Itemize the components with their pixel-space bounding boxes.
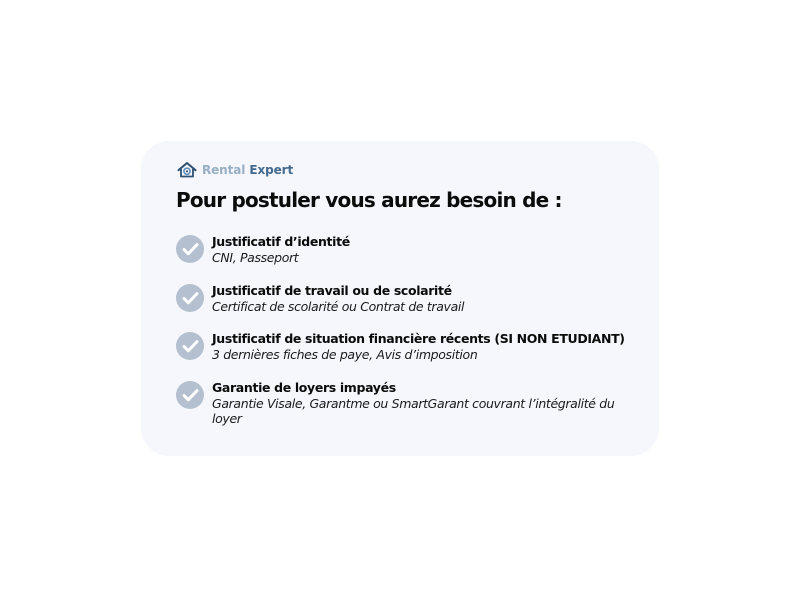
list-item-label: Justificatif de travail ou de scolarité	[212, 283, 452, 298]
brand-name-dark: Expert	[249, 163, 294, 177]
brand-name-light: Rental	[202, 163, 246, 177]
requirements-card	[141, 141, 659, 456]
check-circle-icon	[176, 235, 204, 263]
page-title: Pour postuler vous aurez besoin de :	[176, 188, 562, 212]
list-item-label: Justificatif de situation financière récents (SI NON ETUDIANT)	[212, 331, 625, 346]
list-item-text	[212, 283, 642, 314]
check-circle-icon	[176, 381, 204, 409]
list-item-description: CNI, Passeport	[212, 250, 299, 265]
list-item-description: Certificat de scolarité ou Contrat de travail	[212, 299, 465, 314]
list-item-label: Garantie de loyers impayés	[212, 380, 396, 395]
brand-header	[176, 160, 293, 180]
brand-name	[202, 163, 293, 177]
list-item-text	[212, 380, 642, 426]
list-item-description: Garantie Visale, Garantme ou SmartGarant couvrant l’intégralité du loyer	[212, 396, 615, 426]
house-logo-icon	[176, 160, 198, 180]
check-circle-icon	[176, 284, 204, 312]
list-item-description: 3 dernières fiches de paye, Avis d’imposition	[212, 347, 478, 362]
check-circle-icon	[176, 332, 204, 360]
list-item-label: Justificatif d’identité	[212, 234, 350, 249]
list-item-text	[212, 331, 642, 362]
list-item-text	[212, 234, 642, 265]
